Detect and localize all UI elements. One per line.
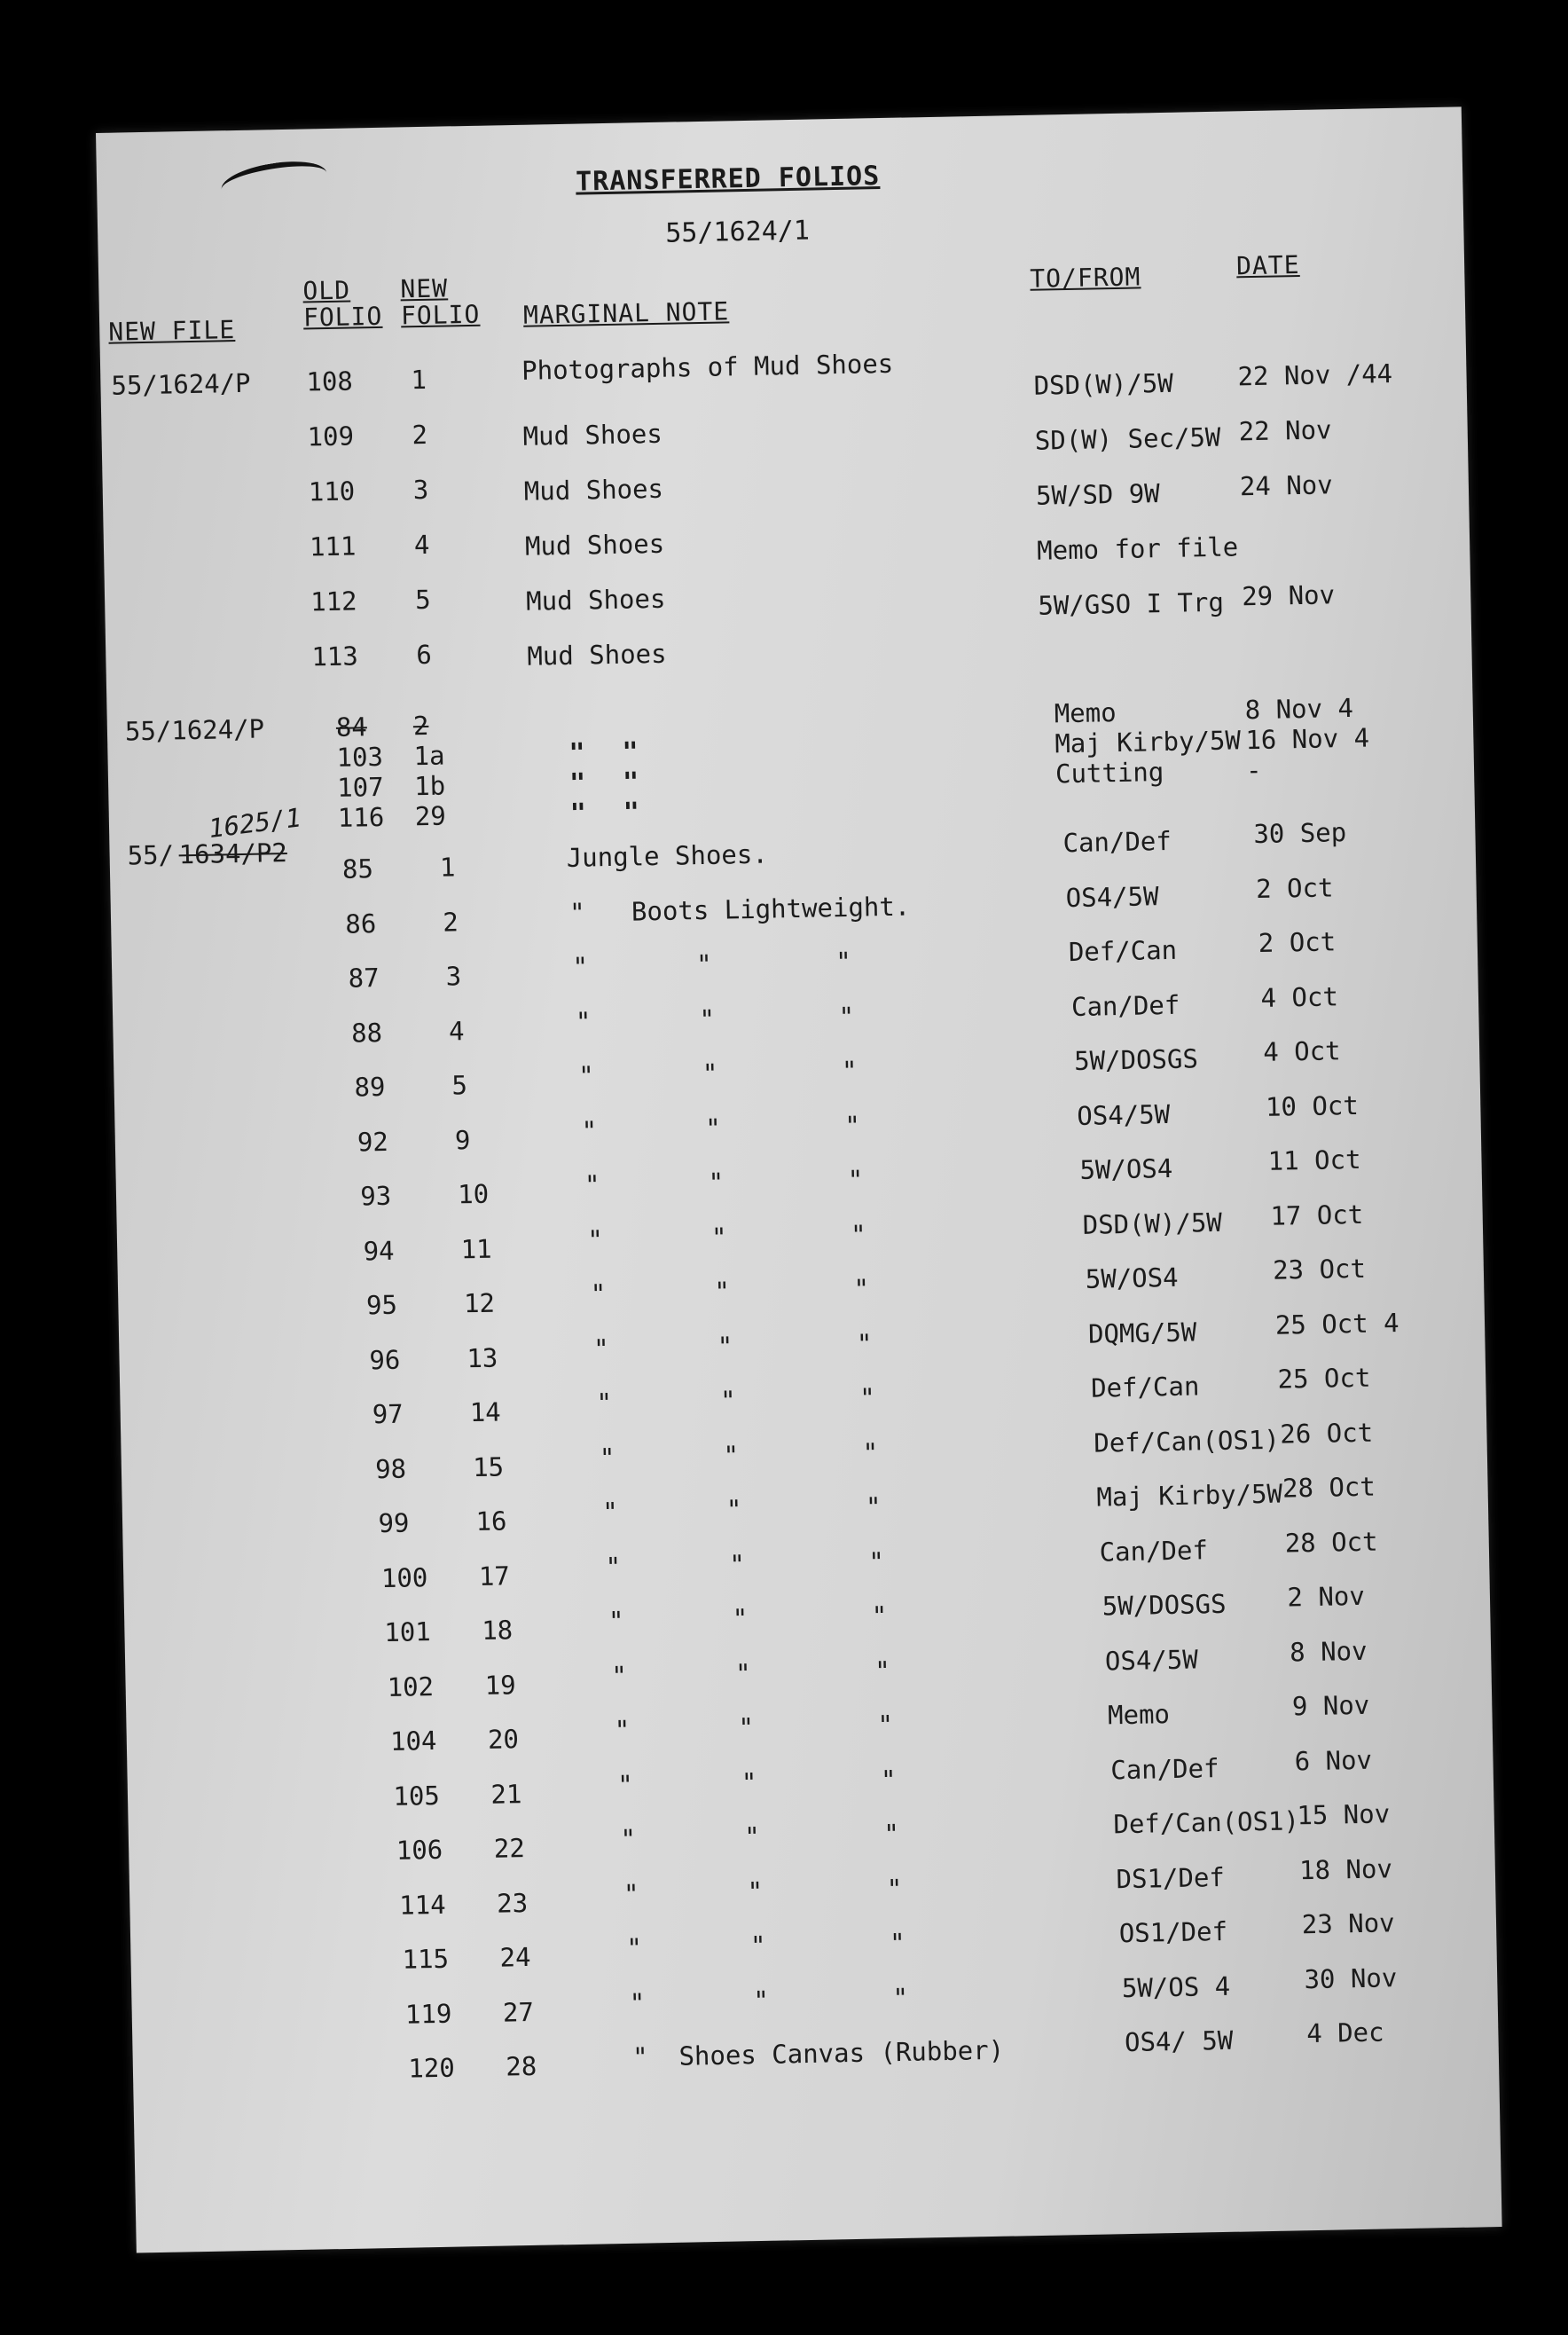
new-folio-cell: 6 <box>416 639 433 671</box>
marginal-note-cell: " " " <box>592 1327 873 1364</box>
marginal-note-cell: " " " <box>629 1982 909 2018</box>
marginal-note-cell: " " " <box>608 1600 888 1637</box>
marginal-note-cell: Mud Shoes <box>524 528 665 562</box>
marginal-note-cell: " " " <box>584 1164 864 1200</box>
date-cell: 4 Oct <box>1260 980 1339 1013</box>
new-folio-cell: 9 <box>454 1124 471 1155</box>
to-from-cell: Def/Can(OS1) <box>1113 1805 1300 1840</box>
marginal-note-cell: " Boots Lightweight. <box>568 891 911 928</box>
file-reference-cell: 55/1624/P <box>124 713 265 747</box>
ditto-mark: " <box>622 736 639 768</box>
new-folio-cell: 11 <box>460 1233 492 1264</box>
date-cell: 29 Nov <box>1241 579 1336 612</box>
date-cell: 25 Oct 4 <box>1274 1307 1399 1340</box>
marginal-note-cell: Mud Shoes <box>527 638 667 672</box>
marginal-note-cell: Mud Shoes <box>522 418 663 452</box>
old-folio-cell: 102 <box>387 1671 435 1702</box>
date-cell: 24 Nov <box>1239 469 1333 502</box>
new-folio-cell: 16 <box>475 1506 507 1537</box>
marginal-note-cell: " " " <box>611 1655 891 1691</box>
date-cell: 22 Nov <box>1238 414 1332 447</box>
date-cell: - <box>1245 754 1262 786</box>
new-folio-cell: 12 <box>463 1287 496 1319</box>
old-folio-cell: 97 <box>372 1398 404 1430</box>
old-folio-cell: 111 <box>309 531 357 562</box>
marginal-note-cell: " " " <box>605 1545 885 1582</box>
marginal-note-cell: Mud Shoes <box>525 583 666 617</box>
date-cell: 23 Oct <box>1272 1253 1367 1285</box>
marginal-note-cell: Mud Shoes <box>523 473 664 507</box>
date-cell: 10 Oct <box>1265 1089 1360 1122</box>
new-folio-cell: 13 <box>466 1342 498 1373</box>
date-cell: 28 Oct <box>1284 1526 1378 1559</box>
marginal-note-cell: " Shoes Canvas (Rubber) <box>631 2034 1005 2072</box>
date-cell: 6 Nov <box>1294 1744 1373 1776</box>
new-folio-cell: 18 <box>481 1615 514 1646</box>
marginal-note-cell: Jungle Shoes. <box>566 838 769 873</box>
to-from-cell: OS1/Def <box>1118 1915 1228 1949</box>
to-from-cell: OS4/5W <box>1104 1643 1199 1676</box>
file-reference: 55/1624/1 <box>664 215 811 249</box>
date-cell: 25 Oct <box>1277 1362 1371 1395</box>
new-folio-cell: 22 <box>493 1833 526 1864</box>
marginal-note-cell: " " " <box>599 1436 879 1473</box>
new-folio-cell: 14 <box>469 1396 502 1428</box>
to-from-cell: OS4/5W <box>1077 1098 1171 1131</box>
header-new-folio: NEW FOLIO <box>400 273 481 331</box>
to-from-cell: DSD(W)/5W <box>1033 367 1174 401</box>
old-folio-cell: 106 <box>396 1834 443 1866</box>
to-from-cell: 5W/OS4 <box>1079 1152 1173 1185</box>
date-cell: 4 Oct <box>1262 1035 1341 1067</box>
to-from-cell: Def/Can <box>1068 934 1178 968</box>
old-folio-cell: 101 <box>383 1616 432 1648</box>
date-cell: 16 Nov 4 <box>1245 722 1370 756</box>
new-folio-cell: 1a <box>413 740 445 772</box>
old-folio-cell: 104 <box>389 1725 437 1757</box>
new-folio-cell: 15 <box>472 1451 505 1482</box>
file-reference-cell: 55/1624/P <box>111 367 251 401</box>
old-folio-cell: 94 <box>363 1235 395 1266</box>
marginal-note-cell: " " " <box>602 1491 882 1528</box>
new-folio-cell: 4 <box>448 1015 465 1047</box>
file-reference-correction: 1625/1 <box>207 802 303 845</box>
old-folio-cell: 112 <box>310 586 357 617</box>
new-folio-cell: 23 <box>496 1887 529 1919</box>
new-folio-cell: 5 <box>414 584 431 616</box>
date-cell: 11 Oct <box>1267 1144 1361 1176</box>
marginal-note-cell: " " " <box>577 1055 858 1091</box>
to-from-cell: Maj Kirby/5W <box>1096 1478 1283 1513</box>
to-from-cell: DQMG/5W <box>1087 1316 1197 1349</box>
date-cell: 30 Sep <box>1253 817 1347 850</box>
file-reference-prefix: 55/ <box>127 839 175 871</box>
new-folio-cell: 2 <box>412 710 429 742</box>
old-folio-cell: 85 <box>341 853 374 884</box>
to-from-cell: OS4/5W <box>1065 880 1159 913</box>
old-folio-cell: 84 <box>335 712 368 743</box>
old-folio-cell: 99 <box>378 1507 410 1539</box>
ditto-mark: " <box>568 737 585 769</box>
date-cell: 28 Oct <box>1282 1471 1376 1504</box>
new-folio-cell: 20 <box>487 1724 520 1755</box>
marginal-note-cell: " " " <box>587 1219 866 1255</box>
marginal-note-cell: " " " <box>572 946 852 982</box>
new-folio-cell: 3 <box>412 474 429 506</box>
file-reference-struck: 1634/P2 <box>178 837 288 870</box>
marginal-note-cell: " " " <box>620 1818 900 1854</box>
new-folio-cell: 1 <box>411 364 427 396</box>
to-from-cell: Memo <box>1054 697 1117 729</box>
date-cell: 8 Nov 4 <box>1244 692 1354 726</box>
to-from-cell: DS1/Def <box>1116 1861 1226 1894</box>
old-folio-cell: 105 <box>393 1780 441 1812</box>
to-from-cell: Def/Can <box>1090 1371 1200 1403</box>
marginal-note-cell: " " " <box>626 1927 906 1963</box>
old-folio-cell: 114 <box>398 1889 446 1921</box>
old-folio-cell: 96 <box>369 1344 401 1375</box>
date-cell: 2 Oct <box>1258 926 1337 959</box>
new-folio-cell: 19 <box>484 1669 516 1701</box>
new-folio-cell: 2 <box>412 419 428 451</box>
header-to-from: TO/FROM <box>1030 262 1141 294</box>
date-cell: 26 Oct <box>1280 1417 1374 1450</box>
new-folio-cell: 3 <box>445 961 462 992</box>
date-cell: 30 Nov <box>1304 1962 1398 1994</box>
old-folio-cell: 88 <box>350 1017 383 1049</box>
to-from-cell: DSD(W)/5W <box>1082 1207 1223 1240</box>
ditto-mark: " <box>622 767 639 798</box>
to-from-cell: Can/Def <box>1070 989 1180 1022</box>
marginal-note-cell: " " " <box>575 1001 855 1037</box>
to-from-cell: OS4/ 5W <box>1124 2024 1234 2058</box>
old-folio-cell: 98 <box>374 1453 407 1484</box>
document-title: TRANSFERRED FOLIOS <box>575 161 881 198</box>
marginal-note-cell: " " " <box>581 1110 861 1146</box>
to-from-cell: Memo <box>1107 1699 1171 1731</box>
to-from-cell: Can/Def <box>1099 1534 1209 1568</box>
old-folio-cell: 93 <box>359 1180 392 1212</box>
to-from-cell: Cutting <box>1054 757 1164 790</box>
old-folio-cell: 120 <box>408 2052 456 2084</box>
document-page <box>96 106 1502 2252</box>
ditto-mark: " <box>623 797 640 829</box>
marginal-note-cell: Photographs of Mud Shoes <box>521 348 894 386</box>
to-from-cell: 5W/OS 4 <box>1121 1970 1231 2003</box>
new-folio-cell: 28 <box>505 2050 537 2082</box>
date-cell: 2 Oct <box>1255 871 1334 904</box>
marginal-note-cell: " " " <box>614 1710 894 1746</box>
to-from-cell: SD(W) Sec/5W <box>1034 421 1221 456</box>
header-old-folio: OLD FOLIO <box>302 275 383 333</box>
to-from-cell: Maj Kirby/5W <box>1054 725 1242 759</box>
new-folio-cell: 21 <box>490 1778 522 1810</box>
old-folio-cell: 87 <box>348 963 380 994</box>
new-folio-cell: 17 <box>478 1560 511 1592</box>
old-folio-cell: 107 <box>336 771 384 803</box>
date-cell: 4 Dec <box>1305 2017 1384 2049</box>
date-cell: 2 Nov <box>1287 1580 1366 1613</box>
new-folio-cell: 1 <box>439 852 456 883</box>
marginal-note-cell: " " " <box>590 1273 870 1309</box>
marginal-note-cell: " " " <box>596 1382 876 1419</box>
old-folio-cell: 116 <box>337 801 385 833</box>
header-new-file: NEW FILE <box>107 315 236 347</box>
date-cell: 23 Nov <box>1301 1907 1395 1940</box>
to-from-cell: 5W/SD 9W <box>1035 478 1161 511</box>
new-folio-cell: 5 <box>451 1070 468 1101</box>
date-cell: 18 Nov <box>1298 1852 1393 1885</box>
old-folio-cell: 115 <box>402 1943 450 1975</box>
new-folio-cell: 27 <box>502 1996 535 2028</box>
new-folio-cell: 4 <box>413 529 430 561</box>
old-folio-cell: 103 <box>336 741 384 773</box>
to-from-cell: Memo for file <box>1036 531 1239 566</box>
to-from-cell: Def/Can(OS1) <box>1093 1424 1281 1458</box>
new-folio-cell: 1b <box>413 770 446 802</box>
new-folio-cell: 2 <box>443 906 459 938</box>
to-from-cell: 5W/DOSGS <box>1073 1043 1199 1077</box>
date-cell: 15 Nov <box>1297 1798 1391 1831</box>
date-cell: 9 Nov <box>1291 1689 1370 1722</box>
to-from-cell: 5W/DOSGS <box>1102 1588 1227 1622</box>
ditto-mark: " <box>569 798 587 829</box>
new-folio-cell: 29 <box>414 800 447 832</box>
to-from-cell: Can/Def <box>1062 825 1172 859</box>
date-cell: 22 Nov /44 <box>1237 358 1393 392</box>
old-folio-cell: 108 <box>306 366 354 397</box>
new-folio-cell: 10 <box>457 1178 490 1210</box>
ditto-mark: " <box>568 767 586 799</box>
date-cell: 8 Nov <box>1289 1635 1368 1667</box>
to-from-cell: 5W/GSO I Trg <box>1038 586 1225 621</box>
handwritten-mark <box>219 155 330 207</box>
old-folio-cell: 113 <box>311 641 359 672</box>
old-folio-cell: 110 <box>308 476 356 507</box>
to-from-cell: Can/Def <box>1109 1752 1219 1785</box>
old-folio-cell: 89 <box>354 1071 386 1103</box>
header-marginal-note: MARGINAL NOTE <box>522 296 730 330</box>
new-folio-cell: 24 <box>499 1941 531 1973</box>
old-folio-cell: 119 <box>404 1998 452 2030</box>
header-date: DATE <box>1235 249 1300 281</box>
to-from-cell: 5W/OS4 <box>1085 1262 1179 1294</box>
marginal-note-cell: " " " <box>616 1764 897 1800</box>
old-folio-cell: 100 <box>380 1561 428 1593</box>
marginal-note-cell: " " " <box>623 1873 903 1909</box>
date-cell: 17 Oct <box>1270 1199 1364 1231</box>
old-folio-cell: 109 <box>307 421 355 452</box>
old-folio-cell: 86 <box>345 908 377 940</box>
old-folio-cell: 92 <box>357 1126 389 1158</box>
old-folio-cell: 95 <box>365 1289 398 1321</box>
